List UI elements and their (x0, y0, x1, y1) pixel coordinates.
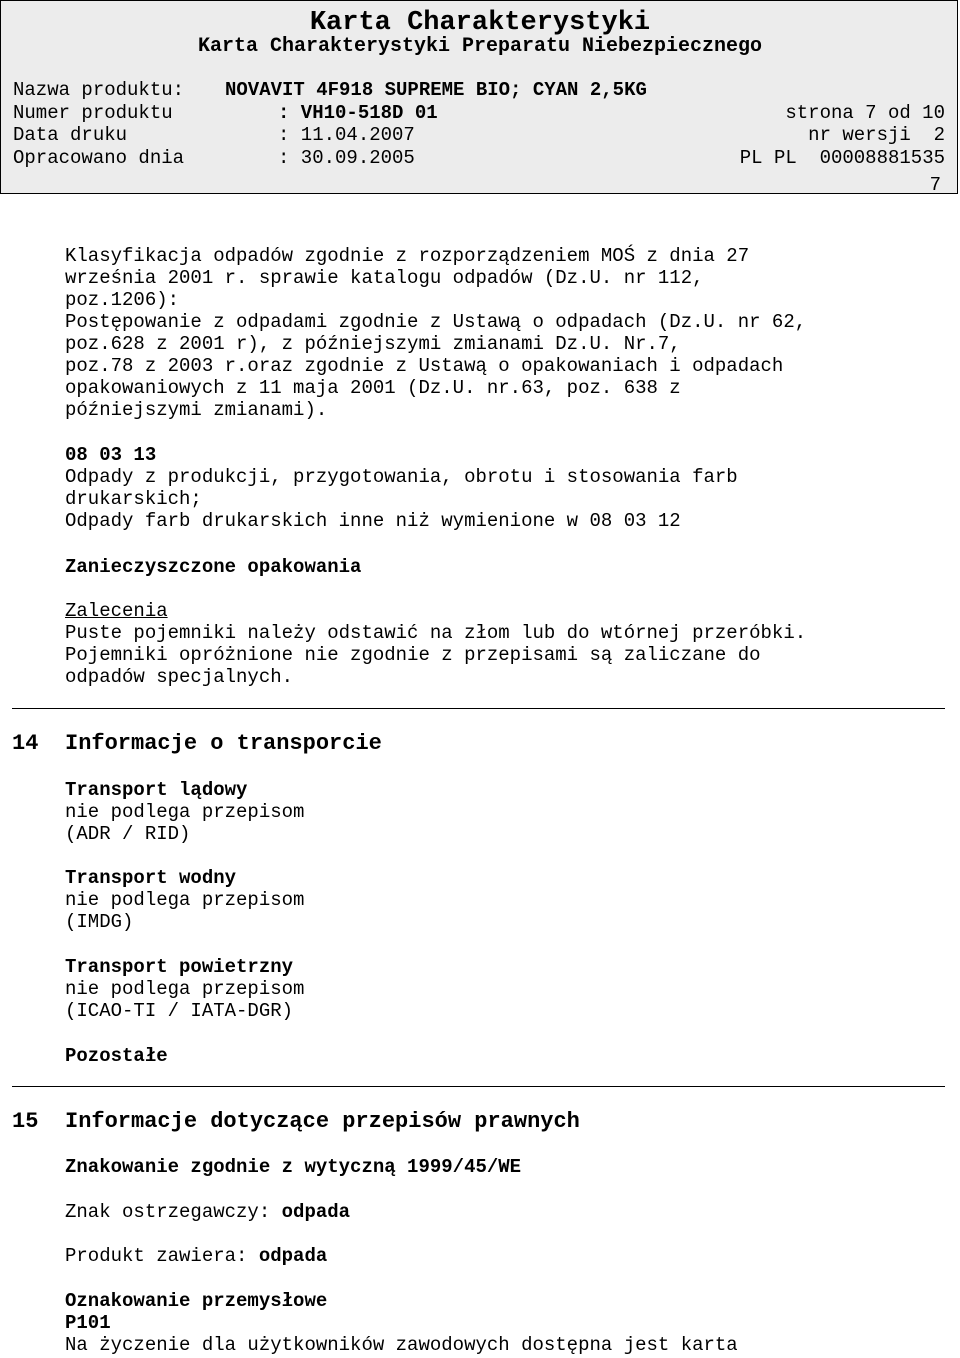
product-contains-value: odpada (258, 1245, 328, 1267)
waste-code-description: Odpady z produkcji, przygotowania, obrotu i stosowania farb drukarskich; Odpady farb drukarskich inne niż wymienione w 08 03 12 (65, 466, 738, 532)
waste-classification (65, 245, 945, 421)
print-date-label: Data druku (13, 124, 128, 146)
product-number-value: : VH10-518D 01 (278, 102, 438, 124)
warning-sign-row (65, 1201, 945, 1223)
section-divider (12, 708, 945, 709)
land-transport-status: nie podlega przepisom (65, 801, 305, 823)
product-contains-row (65, 1245, 945, 1267)
water-transport-status: nie podlega przepisom (65, 889, 305, 911)
product-number-row (13, 102, 945, 124)
industrial-labeling-note: Na życzenie dla użytkowników zawodowych dostępna jest karta (65, 1334, 738, 1356)
section-14-number: 14 (12, 731, 39, 756)
land-transport-block (65, 779, 945, 845)
water-transport-regs: (IMDG) (65, 911, 134, 933)
version-info: nr wersji 2 (808, 124, 945, 146)
air-transport-regs: (ICAO-TI / IATA-DGR) (65, 1000, 294, 1022)
industrial-labeling-code: P101 (65, 1312, 111, 1334)
product-name-label: Nazwa produktu: (13, 79, 185, 101)
document-subtitle: Karta Charakterystyki Preparatu Niebezpiecznego (197, 35, 763, 58)
industrial-labeling-heading: Oznakowanie przemysłowe (65, 1290, 328, 1312)
code-info: PL PL 00008881535 (739, 147, 945, 169)
product-name-row (13, 79, 945, 101)
recommendations-label: Zalecenia (65, 600, 168, 622)
page-info: strona 7 od 10 (785, 102, 945, 124)
prepared-label: Opracowano dnia (13, 147, 185, 169)
prepared-date-row (13, 147, 945, 169)
water-transport-heading: Transport wodny (65, 867, 237, 889)
air-transport-block (65, 956, 945, 1022)
print-date-value: : 11.04.2007 (278, 124, 415, 146)
waste-classification-text: Klasyfikacja odpadów zgodnie z rozporządzeniem MOŚ z dnia 27 września 2001 r. sprawie katalogu odpadów (Dz.U. nr 112, poz.1206): Postępowanie z odpadami zgodnie z Ustawą o odpadach (Dz.U. nr 62, poz.628 z 2001 r), z późniejszymi zmianami Dz.U. Nr.7, poz.78 z 2003 r.oraz zgodnie z Ustawą o opakowaniach i odpadach opakowaniowych z 11 maja 2001 (Dz.U. nr.63, poz. 638 z późniejszymi zmianami). (65, 245, 807, 421)
product-number-label: Numer produktu (13, 102, 173, 124)
waste-code-block (65, 444, 945, 532)
air-transport-status: nie podlega przepisom (65, 978, 305, 1000)
land-transport-regs: (ADR / RID) (65, 823, 191, 845)
document-header (0, 0, 958, 194)
water-transport-block (65, 867, 945, 933)
recommendations-text: Puste pojemniki należy odstawić na złom lub do wtórnej przeróbki. Pojemniki opróżnione nie zgodnie z przepisami są zaliczane do odpadów specjalnych. (65, 622, 807, 688)
document-title: Karta Charakterystyki (309, 8, 651, 38)
page-number: 7 (929, 174, 941, 196)
contaminated-packaging-heading: Zanieczyszczone opakowania (65, 556, 362, 578)
land-transport-heading: Transport lądowy (65, 779, 248, 801)
recommendations-block (65, 600, 945, 688)
product-contains-label: Produkt zawiera: (65, 1245, 248, 1267)
labeling-heading: Znakowanie zgodnie z wytyczną 1999/45/WE (65, 1156, 522, 1178)
section-14-title: Informacje o transporcie (65, 731, 382, 756)
waste-code: 08 03 13 (65, 444, 157, 466)
section-divider (12, 1086, 945, 1087)
print-date-row (13, 124, 945, 146)
prepared-value: : 30.09.2005 (278, 147, 415, 169)
industrial-labeling-block (65, 1290, 945, 1356)
section-15-title: Informacje dotyczące przepisów prawnych (65, 1109, 580, 1134)
warning-sign-label: Znak ostrzegawczy: (65, 1201, 271, 1223)
section-14-heading (12, 731, 382, 757)
product-name-value: NOVAVIT 4F918 SUPREME BIO; CYAN 2,5KG (225, 79, 647, 101)
section-15-heading (12, 1109, 580, 1135)
section-15-number: 15 (12, 1109, 39, 1134)
warning-sign-value: odpada (281, 1201, 351, 1223)
other-transport-heading: Pozostałe (65, 1045, 168, 1067)
air-transport-heading: Transport powietrzny (65, 956, 294, 978)
